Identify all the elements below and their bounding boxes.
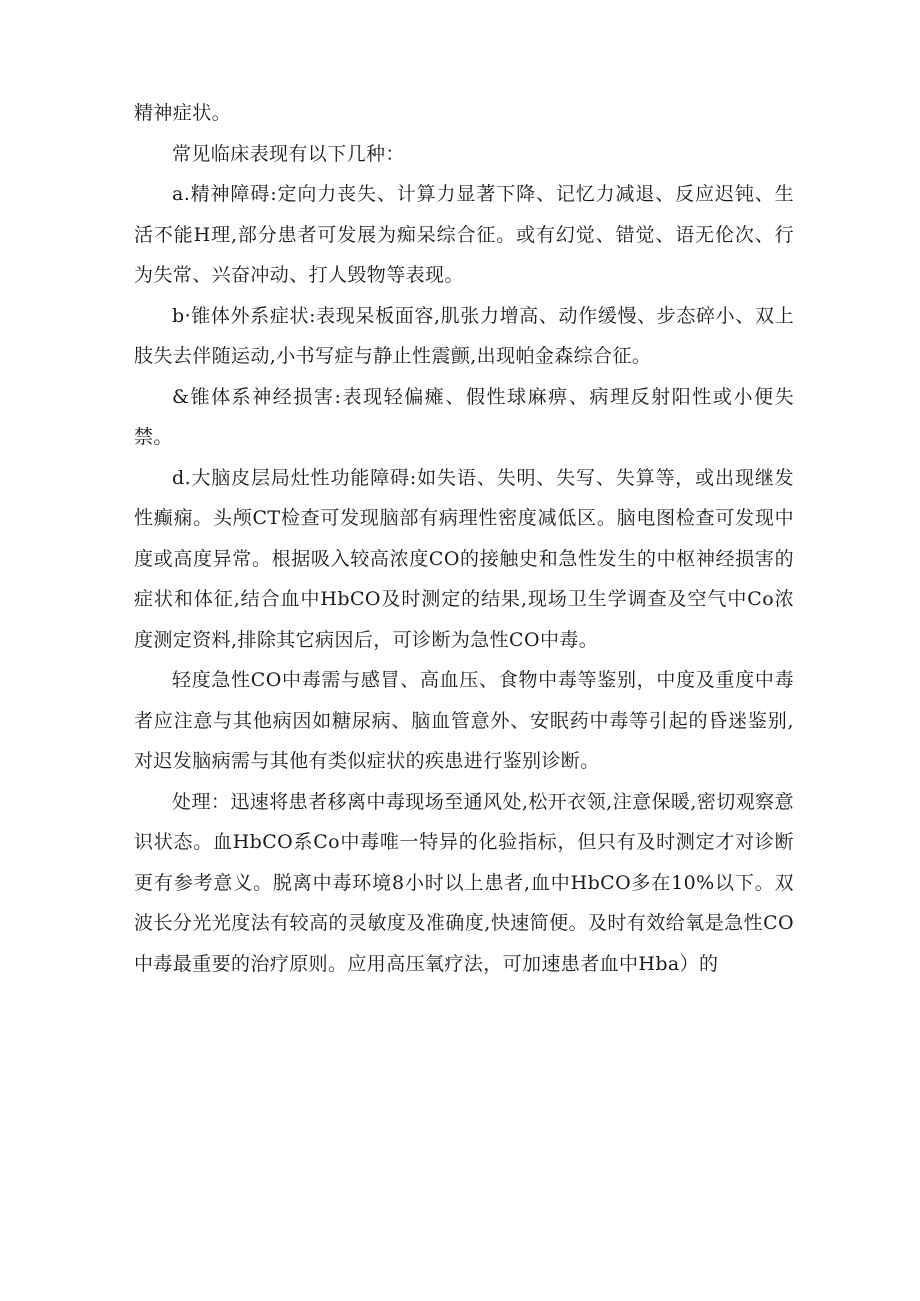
- paragraph-differential-diagnosis: 轻度急性CO中毒需与感冒、高血压、食物中毒等鉴别，中度及重度中毒者应注意与其他病因如糖尿病、脑血管意外、安眠药中毒等引起的昏迷鉴别,对迟发脑病需与其他有类似症状的疾患进行鉴别诊断。: [134, 669, 794, 772]
- paragraph-c-pyramidal: &锥体系神经损害:表现轻偏瘫、假性球麻痹、病理反射阳性或小便失禁。: [134, 385, 794, 448]
- paragraph-b-extrapyramidal: b·锥体外系症状:表现呆板面容,肌张力增高、动作缓慢、步态碎小、双上肢失去伴随运动,小书写症与静止性震颤,出现帕金森综合征。: [134, 304, 794, 367]
- paragraph-treatment: 处理：迅速将患者移离中毒现场至通风处,松开衣领,注意保暖,密切观察意识状态。血HbCO系Co中毒唯一特异的化验指标，但只有及时测定才对诊断更有参考意义。脱离中毒环境8小时以上患者,血中HbCO多在10%以下。双波长分光光度法有较高的灵敏度及准确度,快速简便。及时有效给氧是急性CO中毒最重要的治疗原则。应用高压氧疗法，可加速患者血中Hba）的: [134, 790, 794, 975]
- document-body: [134, 93, 794, 984]
- paragraph-intro: 常见临床表现有以下几种：: [172, 142, 405, 165]
- paragraph-d-cortical: d.大脑皮层局灶性功能障碍:如失语、失明、失写、失算等，或出现继发性癫痫。头颅CT检查可发现脑部有病理性密度减低区。脑电图检查可发现中度或高度异常。根据吸入较高浓度CO的接触史和急性发生的中枢神经损害的症状和体征,结合血中HbCO及时测定的结果,现场卫生学调查及空气中Co浓度测定资料,排除其它病因后，可诊断为急性CO中毒。: [134, 466, 794, 651]
- paragraph-a-mental-disorder: a.精神障碍:定向力丧失、计算力显著下降、记忆力减退、反应迟钝、生活不能H理,部分患者可发展为痴呆综合征。或有幻觉、错觉、语无伦次、行为失常、兴奋冲动、打人毁物等表现。: [134, 183, 794, 286]
- paragraph-continuation: 精神症状。: [134, 102, 232, 124]
